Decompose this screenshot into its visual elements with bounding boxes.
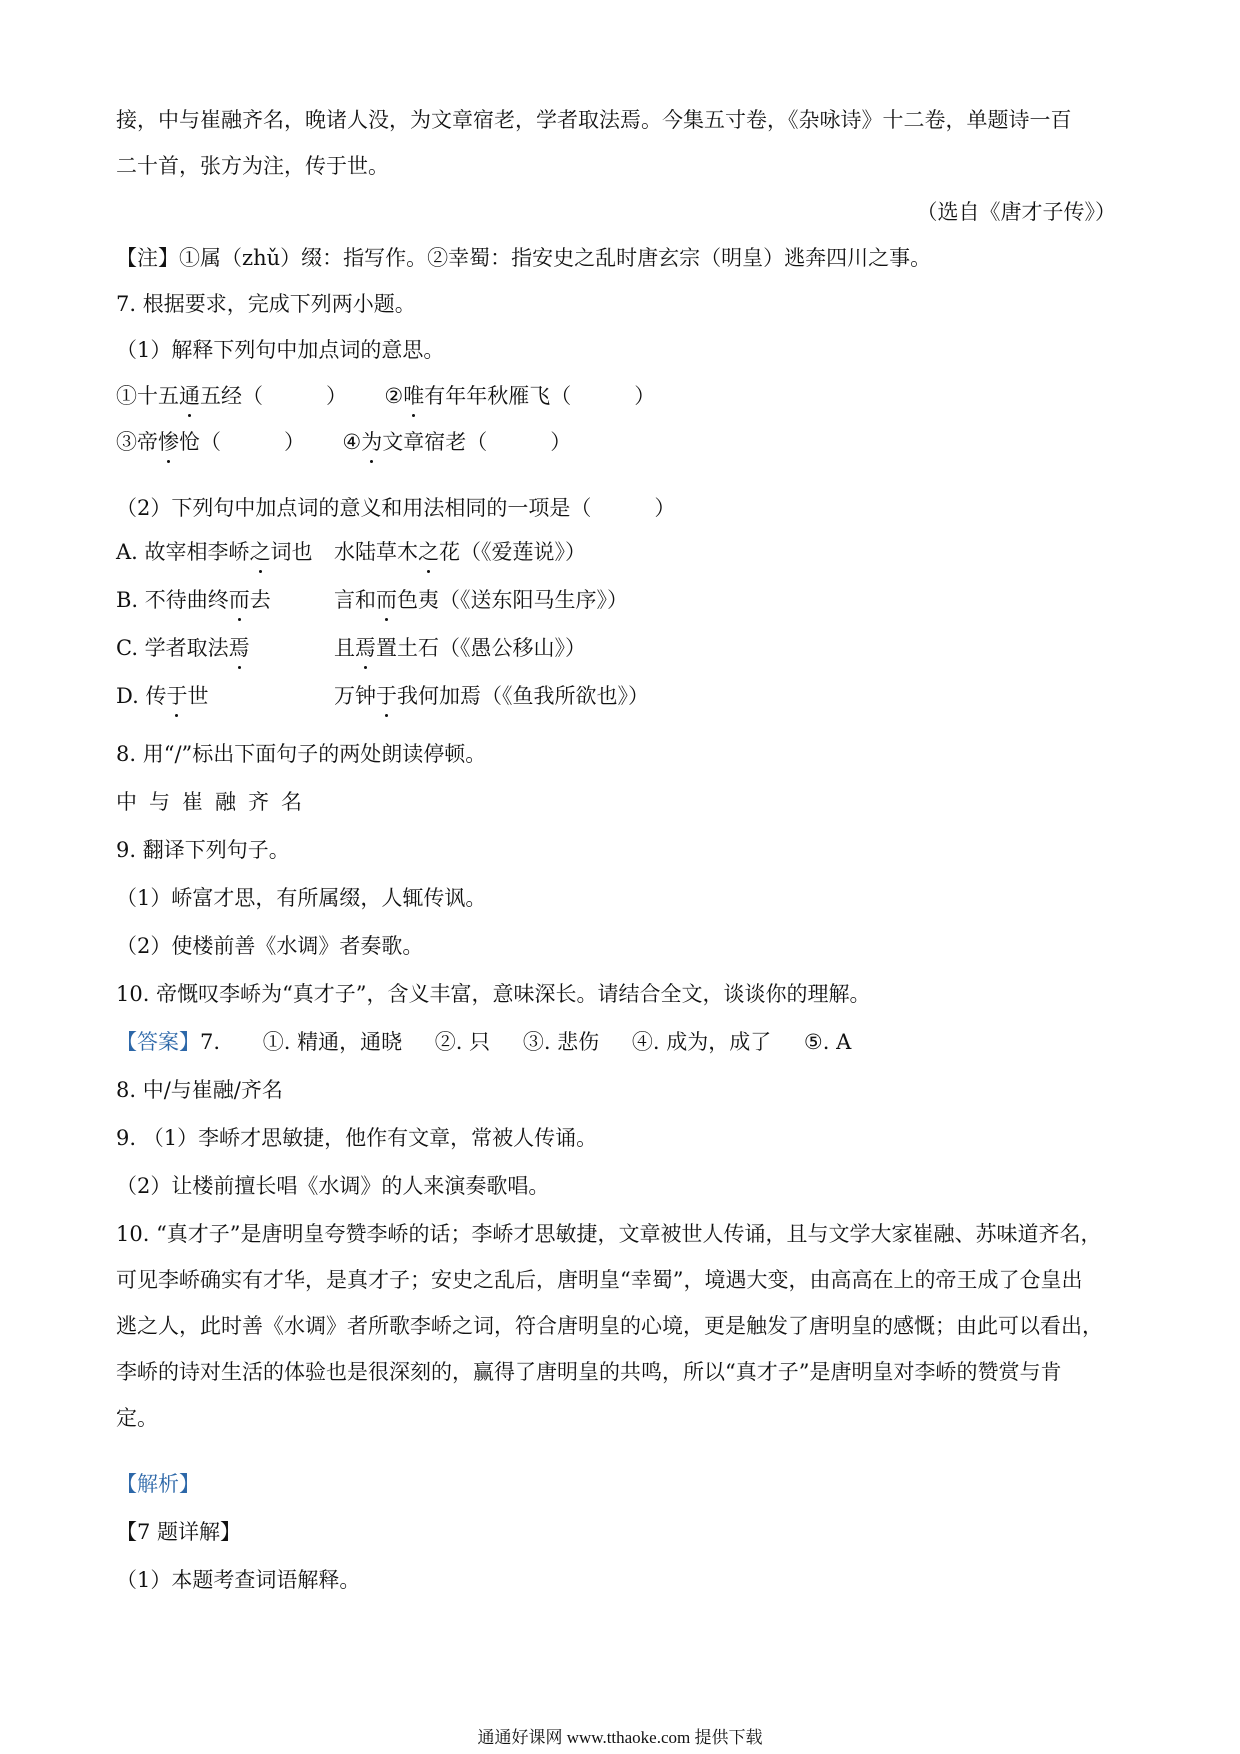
dotted-char: 通 [179, 384, 200, 408]
q7-item-1: ①十五通五经（ ） [116, 384, 347, 408]
answer-7-row: 【答案】7. ①. 精通，通晓 ②. 只 ③. 悲伤 ④. 成为，成了 ⑤. A [116, 1030, 852, 1054]
analysis-label: 【解析】 [116, 1472, 200, 1496]
q7-item-4: ④为文章宿老（ ） [342, 430, 572, 454]
q7-items-row-2 [116, 428, 571, 456]
question-7-sub2: （2）下列句中加点词的意义和用法相同的一项是（ ） [116, 496, 676, 520]
question-10-title: 10. 帝慨叹李峤为“真才子”，含义丰富，意味深长。请结合全文，谈谈你的理解。 [116, 982, 871, 1006]
question-7-sub1: （1）解释下列句中加点词的意思。 [116, 338, 445, 362]
intro-line-2: 二十首，张方为注，传于世。 [116, 154, 389, 178]
answer-8: 8. 中/与崔融/齐名 [116, 1078, 283, 1102]
answer-7-2: ②. 只 [434, 1030, 491, 1054]
answer-10-line-3: 逃之人，此时善《水调》者所歌李峤之词，符合唐明皇的心境，更是触发了唐明皇的感慨；由此可以看出， [116, 1314, 1103, 1338]
answer-10-line-4: 李峤的诗对生活的体验也是很深刻的，赢得了唐明皇的共鸣，所以“真才子”是唐明皇对李峤的赞赏与肯 [116, 1360, 1062, 1384]
question-7-title: 7. 根据要求，完成下列两小题。 [116, 292, 416, 316]
annotation-note: 【注】①属（zhǔ）缀：指写作。②幸蜀：指安史之乱时唐玄宗（明皇）逃奔四川之事。 [116, 246, 932, 270]
question-8-title: 8. 用“/”标出下面句子的两处朗读停顿。 [116, 742, 487, 766]
dotted-char: 于 [166, 684, 188, 708]
q7-item-2: ②唯有年年秋雁飞（ ） [384, 384, 656, 408]
question-9-sentence-2: （2）使楼前善《水调》者奏歌。 [116, 934, 424, 958]
question-9-sentence-1: （1）峤富才思，有所属缀，人辄传讽。 [116, 886, 487, 910]
answer-9-1: 9. （1）李峤才思敏捷，他作有文章，常被人传诵。 [116, 1126, 598, 1150]
dotted-char: 之 [249, 540, 271, 564]
dotted-char: 焉 [228, 636, 250, 660]
question-9-title: 9. 翻译下列句子。 [116, 838, 290, 862]
dotted-char: 为 [361, 430, 383, 454]
answer-7-5: ⑤. A [803, 1030, 852, 1054]
footer-source: 通通好课网 www.tthaoke.com 提供下载 [477, 1728, 763, 1747]
intro-line-1: 接，中与崔融齐名，晚诸人没，为文章宿老，学者取法焉。今集五寸卷，《杂咏诗》十二卷，单题诗一百 [116, 108, 1072, 132]
question-8-sentence: 中与崔融齐名 [116, 790, 314, 814]
dotted-char: 之 [418, 540, 439, 564]
answer-7-3: ③. 悲伤 [522, 1030, 600, 1054]
analysis-q7-heading: 【7 题详解】 [116, 1520, 242, 1544]
analysis-q7-sub1: （1）本题考查词语解释。 [116, 1568, 361, 1592]
answer-label: 【答案】 [116, 1030, 200, 1054]
source-citation: （选自《唐才子传》） [916, 200, 1116, 224]
dotted-char: 而 [376, 588, 397, 612]
dotted-char: 焉 [355, 636, 376, 660]
answer-10-line-5: 定。 [116, 1406, 158, 1430]
q7-item-3: ③帝惨怆（ ） [116, 430, 305, 454]
answer-9-2: （2）让楼前擅长唱《水调》的人来演奏歌唱。 [116, 1174, 550, 1198]
answer-7-1: ①. 精通，通晓 [262, 1030, 403, 1054]
dotted-char: 唯 [403, 384, 425, 408]
dotted-char: 而 [228, 588, 250, 612]
answer-10-line-2: 可见李峤确实有才华，是真才子；安史之乱后，唐明皇“幸蜀”，境遇大变，由高高在上的帝王成了仓皇出 [116, 1268, 1083, 1292]
answer-10-line-1: 10. “真才子”是唐明皇夸赞李峤的话；李峤才思敏捷，文章被世人传诵，且与文学大家崔融、苏味道齐名， [116, 1222, 1102, 1246]
q7-items-row-1 [116, 382, 655, 410]
dotted-char: 于 [376, 684, 397, 708]
answer-7-4: ④. 成为，成了 [631, 1030, 772, 1054]
dotted-char: 惨 [158, 430, 179, 454]
